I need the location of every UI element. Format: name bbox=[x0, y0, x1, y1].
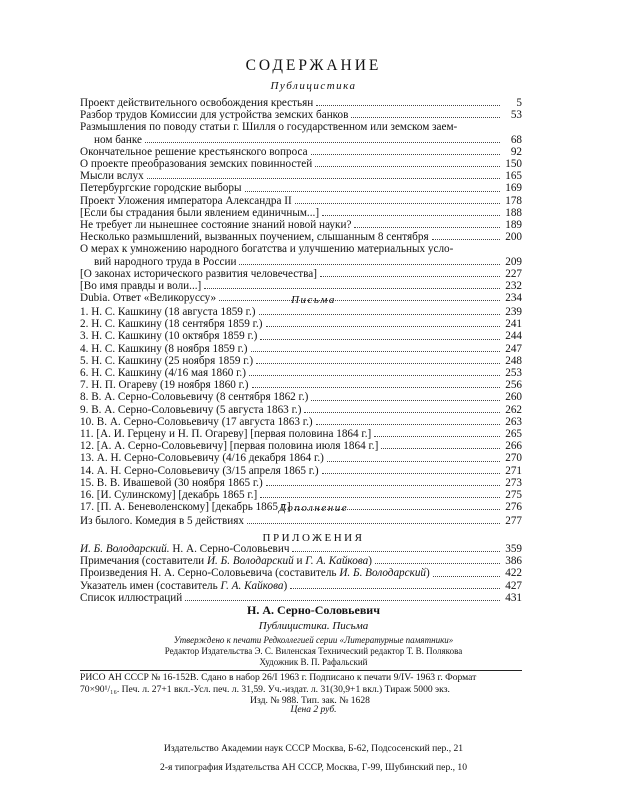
toc-entry bbox=[80, 268, 522, 280]
toc-leader-dots bbox=[252, 387, 501, 388]
toc-entry bbox=[80, 404, 522, 416]
toc-entry-label-part: Размышления по поводу статьи г. Шилля о государственном или земском заем- bbox=[80, 121, 458, 134]
toc-entry-label-italic: Г. А. Кайкова bbox=[305, 555, 369, 568]
toc-leader-dots bbox=[381, 448, 500, 449]
toc-entry-page: 239 bbox=[505, 306, 522, 318]
toc-leader-dots bbox=[290, 588, 500, 589]
toc-entry bbox=[80, 489, 522, 501]
toc-publicistics-list bbox=[80, 97, 522, 304]
toc-leader-dots bbox=[315, 166, 500, 167]
toc-entry bbox=[80, 567, 522, 579]
toc-entry-label-part: 15. В. В. Ивашевой (30 ноября 1865 г.) bbox=[80, 476, 263, 489]
toc-entry-label bbox=[80, 416, 313, 428]
colophon-artist: Художник В. П. Рафальский bbox=[259, 657, 368, 667]
toc-entry-page: 256 bbox=[505, 379, 522, 392]
toc-entry-label bbox=[80, 97, 313, 109]
toc-entry bbox=[80, 146, 522, 158]
toc-leader-dots bbox=[245, 191, 501, 192]
toc-entry-page: 200 bbox=[505, 231, 522, 244]
toc-entry-page: 247 bbox=[505, 342, 522, 355]
toc-leader-dots bbox=[204, 288, 500, 289]
toc-entry-label-part: 11. [А. И. Герцену и Н. П. Огареву] [первая половина 1864 г.] bbox=[80, 428, 372, 441]
toc-entry-page: 165 bbox=[505, 170, 522, 183]
toc-entry-label-part: ) bbox=[426, 567, 430, 580]
toc-leader-dots bbox=[266, 326, 500, 327]
toc-entry-label bbox=[80, 121, 457, 133]
toc-leader-dots bbox=[351, 117, 500, 118]
toc-entry-page: 359 bbox=[505, 543, 522, 555]
toc-entry-label-part: Разбор трудов Комиссии для устройства земских банков bbox=[80, 109, 349, 122]
toc-entry-label bbox=[80, 182, 242, 194]
toc-leader-dots bbox=[304, 412, 500, 413]
toc-entry-label-part: Проект действительного освобождения крестьян bbox=[80, 97, 314, 109]
toc-entry-label-italic: И. Б. Володарский. bbox=[80, 543, 170, 555]
toc-leader-dots bbox=[311, 154, 500, 155]
toc-entry-label bbox=[80, 428, 371, 440]
toc-leader-dots bbox=[251, 351, 501, 352]
toc-entry-label-part: 17. [П. А. Беневоленскому] [декабрь 1865 г.] bbox=[80, 501, 291, 514]
toc-entry bbox=[80, 391, 522, 403]
toc-entry-label bbox=[80, 452, 324, 464]
toc-entry-label bbox=[80, 146, 308, 158]
toc-entry-label bbox=[80, 465, 319, 477]
toc-entry-page: 178 bbox=[505, 194, 522, 207]
toc-entry bbox=[80, 97, 522, 109]
toc-leader-dots bbox=[322, 215, 500, 216]
toc-entry bbox=[80, 465, 522, 477]
toc-leader-dots bbox=[432, 239, 500, 240]
toc-leader-dots bbox=[292, 551, 500, 552]
toc-entry-label-part: 2. Н. С. Кашкину (18 сентября 1859 г.) bbox=[80, 318, 263, 331]
toc-entry-label bbox=[80, 343, 248, 355]
toc-entry-label bbox=[80, 207, 319, 219]
toc-entry-label-part: О проекте преобразования земских повинностей bbox=[80, 158, 313, 171]
toc-entry bbox=[80, 330, 522, 342]
toc-entry-label bbox=[80, 170, 144, 182]
toc-entry-page: 68 bbox=[510, 133, 522, 146]
toc-leader-dots bbox=[259, 314, 500, 315]
toc-entry-label-part: Список иллюстраций bbox=[80, 591, 183, 604]
toc-entry bbox=[80, 343, 522, 355]
toc-entry-page: 244 bbox=[505, 330, 522, 343]
toc-entry bbox=[80, 306, 522, 318]
toc-entry-page: 271 bbox=[505, 464, 522, 477]
toc-entry-label-part: и bbox=[293, 555, 306, 568]
toc-leader-dots bbox=[266, 485, 500, 486]
toc-entry-label-part: Петербургские городские выборы bbox=[80, 182, 242, 195]
toc-entry bbox=[80, 219, 522, 231]
toc-entry-label bbox=[80, 231, 429, 243]
toc-entry bbox=[80, 515, 522, 527]
toc-entry bbox=[80, 580, 522, 592]
toc-entry-label bbox=[80, 355, 253, 367]
toc-entry-label-part: [Во имя правды и воли...] bbox=[80, 280, 202, 293]
toc-entry-label bbox=[80, 219, 351, 231]
toc-entry-label-part: 6. Н. С. Кашкину (4/16 мая 1860 г.) bbox=[80, 367, 246, 380]
publisher-line-2: 2-я типография Издательства АН СССР, Москва, Г-99, Шубинский пер., 10 bbox=[159, 762, 468, 773]
toc-entry-label-part: ) bbox=[283, 579, 288, 592]
publisher-line-1: Издательство Академии наук СССР Москва, Б-62, Подсосенский пер., 21 bbox=[163, 743, 464, 754]
toc-leader-dots bbox=[374, 436, 500, 437]
toc-leader-dots bbox=[375, 563, 500, 564]
toc-entry-label bbox=[80, 256, 236, 268]
toc-supplement-list bbox=[80, 515, 522, 527]
toc-entry-page: 5 bbox=[516, 97, 522, 109]
toc-entry bbox=[80, 477, 522, 489]
colophon-subtitle: Публицистика. Письма bbox=[258, 620, 369, 632]
toc-leader-dots bbox=[354, 227, 500, 228]
toc-entry-page: 248 bbox=[505, 354, 522, 367]
toc-leader-dots bbox=[145, 142, 500, 143]
toc-entry bbox=[80, 170, 522, 182]
toc-leader-dots bbox=[322, 473, 500, 474]
toc-leader-dots bbox=[316, 424, 500, 425]
toc-entry-page: 276 bbox=[505, 501, 522, 514]
toc-entry-page: 92 bbox=[510, 145, 522, 158]
toc-entry bbox=[80, 256, 522, 268]
toc-entry-label-part: 5. Н. С. Кашкину (25 ноября 1859 г.) bbox=[80, 354, 254, 367]
toc-leader-dots bbox=[260, 497, 500, 498]
toc-entry bbox=[80, 379, 522, 391]
toc-entry-page: 277 bbox=[505, 515, 522, 527]
colophon-editors: Редактор Издательства Э. С. Виленская Технический редактор Т. В. Полякова bbox=[164, 646, 463, 656]
toc-entry bbox=[80, 555, 522, 567]
toc-entry bbox=[80, 543, 522, 555]
toc-entry-label bbox=[80, 195, 292, 207]
toc-entry-label bbox=[80, 158, 312, 170]
toc-entry bbox=[80, 195, 522, 207]
toc-entry-label-part: 13. А. Н. Серно-Соловьевичу (4/16 декабря 1864 г.) bbox=[80, 452, 324, 465]
toc-leader-dots bbox=[327, 461, 500, 462]
toc-entry-label-part: 12. [А. А. Серно-Соловьевичу] [первая половина июля 1864 г.] bbox=[80, 440, 379, 453]
toc-entry-label-italic: Г. А. Кайкова bbox=[220, 579, 284, 592]
toc-entry-page: 427 bbox=[505, 579, 522, 592]
toc-entry-label-part: 7. Н. П. Огареву (19 ноября 1860 г.) bbox=[80, 379, 249, 392]
section-publicistics-heading: Публицистика bbox=[270, 80, 357, 92]
toc-entry-label-part: 8. В. А. Серно-Соловьевичу (8 сентября 1862 г.) bbox=[80, 391, 309, 404]
toc-entry-page: 169 bbox=[505, 182, 522, 195]
toc-entry-label-part: [Если бы страдания были явлением единичным...] bbox=[80, 206, 320, 219]
toc-entry-label-part: ном банке bbox=[94, 133, 143, 146]
toc-entry-label bbox=[80, 440, 378, 452]
toc-entry-page: 270 bbox=[505, 452, 522, 465]
toc-entry bbox=[80, 428, 522, 440]
toc-entry-page: 188 bbox=[505, 206, 522, 219]
toc-entry-label bbox=[80, 580, 287, 592]
colophon-print-info bbox=[80, 672, 540, 707]
toc-entry bbox=[80, 243, 522, 255]
toc-entry-page: 386 bbox=[505, 555, 522, 568]
toc-entry bbox=[80, 158, 522, 170]
toc-entry bbox=[80, 121, 522, 133]
toc-appendix-list bbox=[80, 543, 522, 604]
toc-leader-dots bbox=[311, 400, 500, 401]
toc-leader-dots bbox=[249, 375, 500, 376]
toc-entry bbox=[80, 280, 522, 292]
toc-entry bbox=[80, 109, 522, 121]
toc-entry-label-part: 16. [И. Сулинскому] [декабрь 1865 г.] bbox=[80, 489, 258, 502]
toc-entry-page: 232 bbox=[505, 280, 522, 293]
toc-entry-page: 241 bbox=[505, 318, 522, 331]
toc-leader-dots bbox=[256, 363, 500, 364]
toc-entry bbox=[80, 182, 522, 194]
toc-entry-label-part: 10. В. А. Серно-Соловьевичу (17 августа 1863 г.) bbox=[80, 415, 313, 428]
toc-entry-label bbox=[80, 280, 201, 292]
toc-entry-label-part: Dubia. Ответ «Великоруссу» bbox=[80, 292, 217, 305]
toc-leader-dots bbox=[185, 600, 500, 601]
toc-entry-page: 150 bbox=[505, 158, 522, 171]
toc-entry-page: 263 bbox=[505, 415, 522, 428]
toc-entry-label bbox=[80, 489, 257, 501]
print-line-1: РИСО АН СССР № 16-152В. Сдано в набор 26/I 1963 г. Подписано к печати 9/IV- 1963 г. Формат bbox=[80, 672, 477, 683]
toc-entry-label-part: Примечания (составители bbox=[80, 555, 207, 568]
toc-entry-page: 227 bbox=[505, 267, 522, 280]
toc-entry-page: 234 bbox=[505, 292, 522, 305]
toc-entry-label-part: Указатель имен (составитель bbox=[80, 579, 221, 592]
toc-leader-dots bbox=[247, 523, 500, 524]
toc-entry-page: 275 bbox=[505, 489, 522, 502]
print-line-3: Изд. № 988. Тип. зак. № 1628 bbox=[250, 695, 370, 706]
toc-entry-label-part: 14. А. Н. Серно-Соловьевичу (3/15 апреля 1865 г.) bbox=[80, 464, 319, 477]
toc-entry bbox=[80, 355, 522, 367]
toc-entry-label bbox=[80, 330, 257, 342]
toc-leader-dots bbox=[260, 339, 500, 340]
section-appendix-heading: ПРИЛОЖЕНИЯ bbox=[262, 532, 365, 544]
price: Цена 2 руб. bbox=[290, 705, 337, 715]
toc-entry-page: 262 bbox=[505, 403, 522, 416]
toc-entry bbox=[80, 134, 522, 146]
toc-leader-dots bbox=[239, 264, 500, 265]
toc-entry bbox=[80, 440, 522, 452]
toc-entry-page: 422 bbox=[505, 567, 522, 580]
toc-entry-page: 431 bbox=[505, 591, 522, 604]
toc-entry-label-part: Проект Уложения императора Александра II bbox=[80, 194, 292, 207]
toc-entry-label-part: Не требует ли нынешнее состояние знаний новой науки? bbox=[80, 219, 352, 232]
toc-entry-label-part: вий народного труда в России bbox=[94, 255, 237, 268]
toc-entry-label-part: 4. Н. С. Кашкину (8 ноября 1859 г.) bbox=[80, 342, 248, 355]
toc-entry-label-italic: И. Б. Володарский bbox=[206, 555, 294, 568]
toc-entry-label-part: О мерах к умножению народного богатства и улучшению материальных усло- bbox=[80, 243, 454, 256]
toc-entry-label bbox=[80, 379, 249, 391]
toc-entry-page: 273 bbox=[505, 476, 522, 489]
toc-entry-label bbox=[80, 243, 453, 255]
toc-entry-page: 209 bbox=[505, 255, 522, 268]
toc-entry-label bbox=[80, 391, 308, 403]
toc-entry-label-part: ) bbox=[368, 555, 372, 568]
toc-title: СОДЕРЖАНИЕ bbox=[245, 57, 382, 74]
toc-entry-label-part: [О законах исторического развития человечества] bbox=[80, 267, 317, 280]
toc-entry-label-part: 3. Н. С. Кашкину (10 октября 1859 г.) bbox=[80, 330, 258, 343]
toc-entry-label-part: Окончательное решение крестьянского вопроса bbox=[80, 145, 308, 158]
toc-entry-label bbox=[80, 515, 244, 527]
toc-leader-dots bbox=[316, 105, 500, 106]
toc-entry-page: 266 bbox=[505, 440, 522, 453]
toc-entry-label bbox=[80, 543, 289, 555]
toc-entry-label bbox=[80, 134, 142, 146]
toc-entry-label bbox=[80, 306, 256, 318]
colophon-author: Н. А. Серно-Соловьевич bbox=[247, 603, 380, 617]
toc-entry-label bbox=[80, 555, 372, 567]
toc-entry-label bbox=[80, 109, 348, 121]
toc-entry-label-part: Мысли вслух bbox=[80, 170, 144, 183]
toc-entry bbox=[80, 367, 522, 379]
toc-leader-dots bbox=[295, 203, 500, 204]
toc-entry-label-part: Н. А. Серно-Соловьевич bbox=[169, 543, 290, 555]
toc-entry-label bbox=[80, 477, 263, 489]
toc-entry-label-part: Несколько размышлений, вызванных поучением, слышанным 8 сентября bbox=[80, 231, 429, 244]
toc-entry-page: 260 bbox=[505, 391, 522, 404]
print-line-2: 70×90¹/₁₆. Печ. л. 27+1 вкл.-Усл. печ. л. 31,59. Уч.-издат. л. 31(30,9+1 вкл.) Тираж 5000 экз. bbox=[80, 683, 450, 695]
colophon-approved: Утверждено к печати Редколлегией серии «Литературные памятники» bbox=[173, 635, 454, 645]
toc-entry-label-part: 9. В. А. Серно-Соловьевичу (5 августа 1863 г.) bbox=[80, 403, 302, 416]
section-letters-heading: Письма bbox=[291, 294, 336, 306]
toc-leader-dots bbox=[147, 178, 500, 179]
toc-entry-page: 53 bbox=[510, 109, 522, 122]
toc-entry-page: 189 bbox=[505, 219, 522, 232]
toc-entry bbox=[80, 207, 522, 219]
toc-entry-label bbox=[80, 367, 246, 379]
toc-entry bbox=[80, 452, 522, 464]
toc-entry-label bbox=[80, 268, 317, 280]
toc-entry-label-part: Из былого. Комедия в 5 действиях bbox=[80, 515, 244, 527]
toc-leader-dots bbox=[320, 276, 500, 277]
toc-entry-label bbox=[80, 318, 263, 330]
colophon-divider bbox=[80, 670, 522, 671]
toc-entry-page: 253 bbox=[505, 367, 522, 380]
toc-letters-list bbox=[80, 306, 522, 513]
toc-entry-label-part: Произведения Н. А. Серно-Соловьевича (составитель bbox=[80, 567, 340, 580]
toc-entry-label bbox=[80, 404, 301, 416]
toc-entry-label bbox=[80, 567, 430, 579]
toc-entry-page: 265 bbox=[505, 428, 522, 441]
toc-entry bbox=[80, 416, 522, 428]
toc-leader-dots bbox=[433, 576, 500, 577]
section-supplement-heading: Дополнение bbox=[278, 502, 349, 514]
toc-entry bbox=[80, 231, 522, 243]
toc-entry-label-italic: И. Б. Володарский bbox=[339, 567, 427, 580]
toc-entry bbox=[80, 318, 522, 330]
toc-entry-label-part: 1. Н. С. Кашкину (18 августа 1859 г.) bbox=[80, 306, 256, 318]
